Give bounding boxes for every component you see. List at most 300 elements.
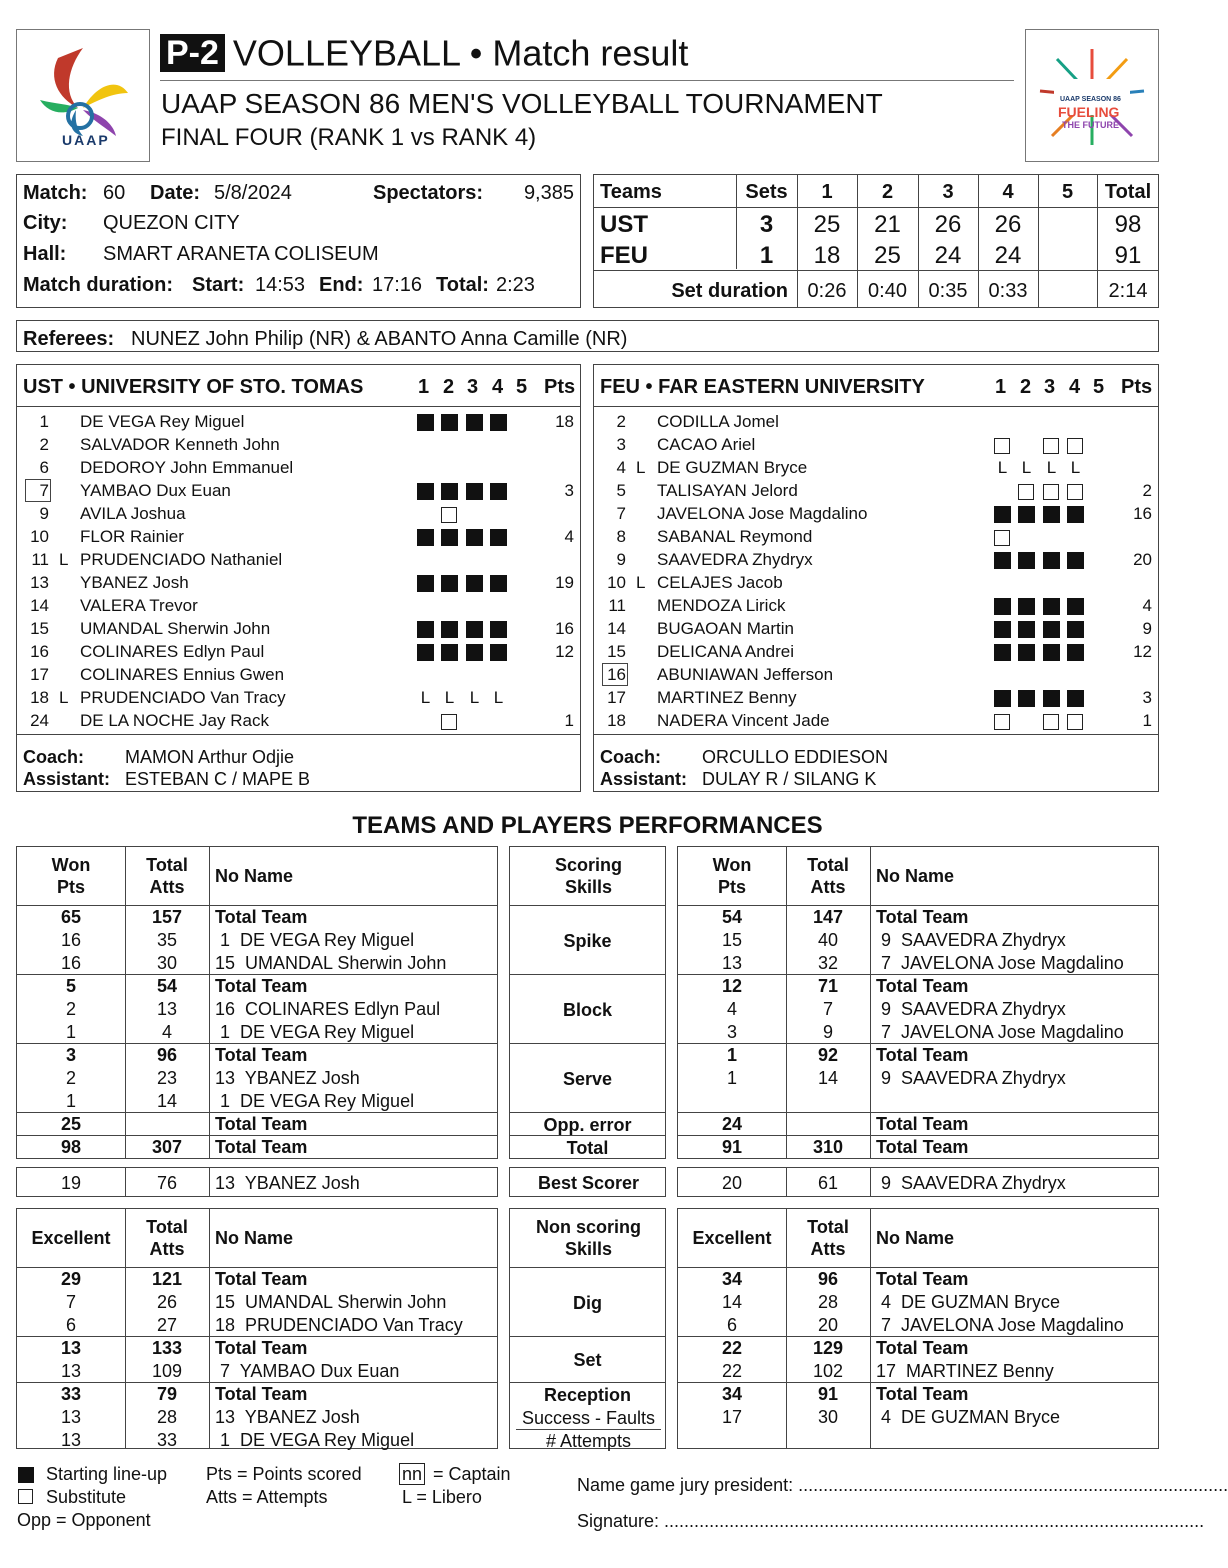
starting-lineup-marker: [490, 414, 507, 431]
match-number: 60: [103, 182, 126, 204]
stat-atts: 28: [817, 1292, 839, 1312]
team-total-row: [17, 1044, 497, 1067]
player-row: [594, 687, 1158, 710]
starting-lineup-marker: [1043, 690, 1060, 707]
player-number: 18: [607, 711, 626, 730]
player-points: 20: [1133, 550, 1152, 569]
player-name: COLINARES Ennius Gwen: [80, 665, 285, 684]
stat-won: 24: [721, 1114, 743, 1134]
player-row: [17, 503, 580, 526]
end-label: End:: [319, 274, 364, 296]
feu-best-pts: 20: [721, 1173, 743, 1193]
stat-won: 5: [65, 976, 76, 996]
feu-excellent-header: Excellent: [692, 1228, 772, 1248]
player-number: 5: [616, 481, 626, 500]
scoring-skill-label: Spike: [563, 930, 612, 951]
starting-lineup-marker: [1067, 552, 1084, 569]
player-row: [594, 480, 1158, 503]
libero-marker: L: [997, 458, 1008, 477]
feu-won-header: Won: [712, 855, 752, 875]
stat-atts: 129: [812, 1338, 844, 1358]
stat-won: 65: [60, 907, 82, 927]
player-number: 11: [31, 550, 49, 569]
player-number: 16: [607, 665, 626, 684]
stat-atts: 4: [161, 1022, 172, 1042]
scoring-skill-label: Opp. error: [543, 1114, 632, 1135]
starting-lineup-marker: [441, 644, 458, 661]
ust-team-name: UST • UNIVERSITY OF STO. TOMAS: [23, 376, 364, 398]
team-total-row: [678, 1337, 1158, 1360]
player-number: 8: [616, 527, 626, 546]
starting-lineup-marker: [466, 575, 483, 592]
stat-name: Total Team: [876, 1269, 969, 1289]
stat-won: 22: [721, 1361, 743, 1381]
player-stat-row: [678, 1021, 1158, 1044]
start-value: 14:53: [255, 274, 306, 296]
stat-atts: 32: [817, 953, 839, 973]
substitute-marker: [1067, 484, 1083, 500]
stat-name: 16 COLINARES Edlyn Paul: [215, 999, 441, 1019]
player-stat-row: [17, 1067, 497, 1090]
libero-marker: L: [1070, 458, 1081, 477]
player-stat-row: [678, 1291, 1158, 1314]
player-libero-flag: L: [636, 573, 646, 592]
stat-atts: 54: [156, 976, 178, 996]
player-number: 3: [616, 435, 626, 454]
score-ust-set1: 25: [813, 211, 841, 238]
signature-line: Signature: ............................................................................................................: [577, 1511, 1205, 1531]
player-points: 18: [555, 412, 574, 431]
player-name: AVILA Joshua: [80, 504, 186, 523]
stat-name: 1 DE VEGA Rey Miguel: [215, 1430, 415, 1450]
substitute-marker: [1043, 438, 1059, 454]
legend-starting: Starting line-up: [46, 1464, 168, 1484]
ust-nonscoring-table: [16, 1208, 498, 1449]
starting-lineup-marker: [1043, 644, 1060, 661]
stat-atts: 28: [156, 1407, 178, 1427]
feu-roster: [593, 364, 1159, 792]
player-stat-row: [17, 929, 497, 952]
stat-name: 9 SAAVEDRA Zhydryx: [876, 1068, 1066, 1088]
season-logo-line3: THE FUTURE: [1062, 120, 1119, 130]
player-name: PRUDENCIADO Nathaniel: [80, 550, 283, 569]
player-name: YBANEZ Josh: [80, 573, 189, 592]
stat-atts: 96: [156, 1045, 178, 1065]
team-total-row: [17, 1268, 497, 1291]
set-4-duration: 0:33: [988, 280, 1028, 302]
nonscoring-skill-label: Set: [573, 1350, 602, 1370]
ust-best-atts: 76: [156, 1173, 178, 1193]
stat-won: 16: [60, 953, 82, 973]
player-name: BUGAOAN Martin: [657, 619, 794, 638]
player-number: 2: [616, 412, 626, 431]
player-number: 15: [607, 642, 626, 661]
stat-won: 1: [726, 1068, 737, 1088]
starting-lineup-marker: [1067, 644, 1084, 661]
feu-col-4: 4: [1069, 376, 1081, 398]
ust-noname-header: No Name: [215, 866, 294, 886]
substitute-marker: [1018, 484, 1034, 500]
stat-name: Total Team: [876, 1114, 969, 1134]
stat-won: 13: [60, 1430, 82, 1450]
starting-lineup-marker: [490, 644, 507, 661]
stat-won: 6: [65, 1315, 76, 1335]
stat-name: 7 JAVELONA Jose Magdalino: [876, 953, 1124, 973]
stat-atts: 121: [151, 1269, 183, 1289]
player-points: 12: [555, 642, 574, 661]
legend-captain: = Captain: [433, 1464, 511, 1484]
total-label: Total:: [436, 274, 489, 296]
nonscoring-skills-header: Non scoring: [535, 1217, 641, 1237]
best-scorer-label-box: [509, 1167, 666, 1197]
p2-badge: P-2: [160, 34, 225, 72]
player-number: 9: [616, 550, 626, 569]
player-row: [594, 549, 1158, 572]
feu-col-1: 1: [995, 376, 1007, 398]
starting-lineup-marker: [490, 483, 507, 500]
feu-assistant: DULAY R / SILANG K: [702, 769, 877, 789]
team-total-row: [678, 1113, 1158, 1136]
player-row: [594, 457, 1158, 480]
stat-atts: 23: [156, 1068, 178, 1088]
end-value: 17:16: [372, 274, 423, 296]
score-ust-set2: 21: [874, 211, 901, 238]
title-text: VOLLEYBALL • Match result: [232, 32, 689, 74]
team-total-row: [17, 1337, 497, 1360]
score-sets-ust: 3: [759, 211, 774, 238]
player-stat-row: [17, 1021, 497, 1044]
stat-name: Total Team: [876, 1045, 969, 1065]
nonscoring-skills-subheader: Skills: [564, 1239, 613, 1259]
ust-pts-subheader: Pts: [56, 877, 85, 897]
libero-marker: L: [1046, 458, 1057, 477]
player-row: [17, 457, 580, 480]
player-row: [17, 618, 580, 641]
stat-won: 98: [60, 1137, 82, 1157]
ust-ns-total-header: Total: [146, 1217, 188, 1237]
player-number: 17: [30, 665, 49, 684]
stat-won: 34: [721, 1384, 743, 1404]
ust-col-2: 2: [443, 376, 455, 398]
stat-atts: 102: [812, 1361, 844, 1381]
referees-box: [16, 320, 1159, 352]
stat-atts: 30: [156, 953, 178, 973]
player-name: NADERA Vincent Jade: [657, 711, 830, 730]
page-title: [160, 33, 688, 72]
player-row: [17, 480, 580, 503]
stat-won: 13: [60, 1407, 82, 1427]
ust-assistant-label: Assistant:: [23, 769, 111, 789]
starting-lineup-marker: [1018, 506, 1035, 523]
ust-ns-atts-subheader: Atts: [149, 1239, 185, 1259]
nonscoring-skills-column: [509, 1208, 666, 1449]
team-total-row: [678, 906, 1158, 929]
stat-won: 1: [65, 1022, 76, 1042]
ust-pts-header: Pts: [544, 376, 576, 398]
player-name: FLOR Rainier: [80, 527, 184, 546]
starting-lineup-marker: [441, 529, 458, 546]
starting-lineup-marker: [1067, 598, 1084, 615]
player-row: [17, 641, 580, 664]
player-number: 4: [616, 458, 626, 477]
player-stat-row: [678, 1429, 1158, 1452]
stat-won: 16: [60, 930, 82, 950]
starting-lineup-marker: [441, 414, 458, 431]
stat-won: 2: [65, 999, 76, 1019]
stat-won: 4: [726, 999, 737, 1019]
player-row: [17, 664, 580, 687]
starting-lineup-marker: [490, 621, 507, 638]
starting-lineup-marker: [1018, 690, 1035, 707]
feu-atts-subheader: Atts: [810, 877, 846, 897]
feu-nonscoring-table: [677, 1208, 1159, 1449]
stat-atts: 147: [812, 907, 844, 927]
player-row: [17, 710, 580, 733]
score-ust-total: 98: [1114, 211, 1142, 238]
stat-name: 15 UMANDAL Sherwin John: [215, 1292, 447, 1312]
player-name: JAVELONA Jose Magdalino: [657, 504, 868, 523]
player-row: [594, 572, 1158, 595]
libero-marker: L: [420, 688, 431, 707]
starting-lineup-marker: [441, 575, 458, 592]
feu-ns-noname-header: No Name: [876, 1228, 955, 1248]
player-points: 19: [555, 573, 574, 592]
player-name: MARTINEZ Benny: [657, 688, 797, 707]
stat-name: 13 YBANEZ Josh: [215, 1407, 360, 1427]
stat-atts: 71: [817, 976, 839, 996]
player-number: 15: [30, 619, 49, 638]
round-name: FINAL FOUR (RANK 1 vs RANK 4): [161, 124, 537, 151]
player-name: ABUNIAWAN Jefferson: [657, 665, 834, 684]
stat-atts: 310: [812, 1137, 844, 1157]
starting-lineup-marker: [441, 483, 458, 500]
city-label: City:: [23, 212, 68, 234]
substitute-marker: [1043, 484, 1059, 500]
legend-opp: Opp = Opponent: [17, 1510, 151, 1530]
player-stat-row: [17, 1429, 497, 1452]
stat-name: Total Team: [215, 976, 308, 996]
stat-won: 2: [65, 1068, 76, 1088]
total-duration: 2:14: [1108, 280, 1148, 302]
ust-scoring-table: [16, 846, 498, 1159]
starting-lineup-marker: [466, 483, 483, 500]
ust-best-scorer: [16, 1167, 498, 1197]
player-name: YAMBAO Dux Euan: [80, 481, 231, 500]
player-points: 16: [555, 619, 574, 638]
player-stat-row: [17, 952, 497, 975]
stat-name: Total Team: [215, 1338, 308, 1358]
player-stat-row: [17, 1406, 497, 1429]
ust-col-4: 4: [492, 376, 504, 398]
hall-value: SMART ARANETA COLISEUM: [103, 243, 379, 265]
title-rule: [160, 80, 1014, 81]
substitute-marker: [994, 714, 1010, 730]
player-number: 7: [39, 481, 49, 500]
stat-atts: 14: [156, 1091, 178, 1111]
player-points: 16: [1133, 504, 1152, 523]
stat-atts: 157: [151, 907, 183, 927]
team-total-row: [17, 1136, 497, 1159]
stat-name: 9 SAAVEDRA Zhydryx: [876, 930, 1066, 950]
ust-atts-subheader: Atts: [149, 877, 185, 897]
stat-atts: 27: [156, 1315, 178, 1335]
player-row: [17, 434, 580, 457]
stat-atts: 7: [822, 999, 833, 1019]
starting-lineup-marker: [466, 644, 483, 661]
set-1-duration: 0:26: [807, 280, 847, 302]
ust-excellent-header: Excellent: [31, 1228, 111, 1248]
stat-name: 13 YBANEZ Josh: [215, 1068, 360, 1088]
starting-lineup-marker: [1043, 621, 1060, 638]
starting-lineup-marker: [417, 529, 434, 546]
stat-won: 1: [726, 1045, 737, 1065]
total-value: 2:23: [496, 274, 535, 296]
stat-won: 13: [60, 1338, 82, 1358]
nonscoring-skill-label: Reception: [543, 1385, 631, 1405]
stat-atts: 35: [156, 930, 178, 950]
starting-lineup-marker: [994, 552, 1011, 569]
legend-libero: L = Libero: [402, 1487, 482, 1507]
stat-won: 15: [721, 930, 743, 950]
stat-name: 9 SAAVEDRA Zhydryx: [876, 999, 1066, 1019]
stat-name: 1 DE VEGA Rey Miguel: [215, 1022, 415, 1042]
stat-atts: 91: [817, 1384, 839, 1404]
stat-won: 6: [726, 1315, 737, 1335]
scoring-skill-label: Block: [562, 999, 613, 1020]
starting-lineup-marker: [490, 575, 507, 592]
feu-best-atts: 61: [817, 1173, 839, 1193]
uaap-logo-text: UAAP: [62, 132, 110, 148]
stat-atts: 26: [156, 1292, 178, 1312]
substitute-marker: [994, 530, 1010, 546]
stat-won: 91: [721, 1137, 743, 1157]
player-name: CELAJES Jacob: [657, 573, 783, 592]
feu-pts-subheader: Pts: [717, 877, 746, 897]
player-row: [594, 595, 1158, 618]
match-label: Match:: [23, 182, 88, 204]
player-name: SALVADOR Kenneth John: [80, 435, 280, 454]
set-2-duration: 0:40: [868, 280, 907, 302]
player-row: [594, 618, 1158, 641]
stat-won: 3: [726, 1022, 737, 1042]
player-points: 9: [1142, 619, 1152, 638]
feu-col-5: 5: [1093, 376, 1105, 398]
substitute-legend-icon: [18, 1489, 33, 1504]
ust-best-pts: 19: [60, 1173, 82, 1193]
feu-assistant-label: Assistant:: [600, 769, 688, 789]
spectators-value: 9,385: [523, 182, 574, 204]
best-scorer-label: Best Scorer: [537, 1173, 640, 1193]
referees-names: NUNEZ John Philip (NR) & ABANTO Anna Camille (NR): [131, 328, 628, 350]
stat-name: 7 JAVELONA Jose Magdalino: [876, 1022, 1124, 1042]
starting-lineup-marker: [1067, 506, 1084, 523]
player-row: [17, 595, 580, 618]
spectators-label: Spectators:: [373, 182, 484, 204]
player-stat-row: [678, 929, 1158, 952]
reception-success-faults: Success - Faults: [516, 1409, 661, 1430]
feu-total-header: Total: [807, 855, 849, 875]
player-name: DE LA NOCHE Jay Rack: [80, 711, 269, 730]
stat-name: 17 MARTINEZ Benny: [876, 1361, 1054, 1381]
feu-ns-total-header: Total: [807, 1217, 849, 1237]
stat-won: 29: [60, 1269, 82, 1289]
team-total-row: [678, 1136, 1158, 1159]
team-total-row: [678, 975, 1158, 998]
player-libero-flag: L: [636, 458, 646, 477]
set-duration-label: Set duration: [671, 280, 788, 302]
player-number: 10: [30, 527, 49, 546]
team-total-row: [17, 1113, 497, 1136]
date-label: Date:: [150, 182, 201, 204]
player-points: 1: [1142, 711, 1152, 730]
starting-lineup-marker: [1043, 552, 1060, 569]
score-ust-set3: 26: [934, 211, 962, 238]
starting-lineup-marker: [1067, 690, 1084, 707]
set-4-header: 4: [1002, 181, 1014, 203]
performance-title: TEAMS AND PLAYERS PERFORMANCES: [352, 812, 823, 839]
set-1-header: 1: [821, 181, 833, 203]
stat-won: 14: [721, 1292, 743, 1312]
stat-won: 7: [65, 1292, 76, 1312]
player-number: 13: [30, 573, 49, 592]
substitute-marker: [1067, 714, 1083, 730]
stat-won: 13: [721, 953, 743, 973]
stat-atts: 96: [817, 1269, 839, 1289]
stat-name: Total Team: [215, 1114, 308, 1134]
stat-name: 15 UMANDAL Sherwin John: [215, 953, 447, 973]
score-sets-feu: 1: [759, 242, 774, 269]
score-ust-set4: 26: [994, 211, 1022, 238]
scoring-skill-label: Serve: [562, 1068, 613, 1089]
score-feu-set1: 18: [813, 242, 841, 269]
player-points: 4: [1142, 596, 1152, 615]
starting-lineup-legend-icon: [18, 1467, 34, 1483]
stat-name: Total Team: [215, 1045, 308, 1065]
team-total-row: [678, 1383, 1158, 1406]
stat-won: 3: [65, 1045, 76, 1065]
starting-lineup-marker: [1043, 506, 1060, 523]
ust-col-1: 1: [418, 376, 430, 398]
player-row: [17, 411, 580, 434]
starting-lineup-marker: [994, 506, 1011, 523]
player-name: UMANDAL Sherwin John: [80, 619, 271, 638]
feu-ns-atts-subheader: Atts: [810, 1239, 846, 1259]
player-name: DE VEGA Rey Miguel: [80, 412, 245, 431]
start-label: Start:: [192, 274, 245, 296]
player-name: DE GUZMAN Bryce: [657, 458, 808, 477]
player-row: [594, 411, 1158, 434]
player-row: [17, 526, 580, 549]
stat-won: 33: [60, 1384, 82, 1404]
stat-atts: 40: [817, 930, 839, 950]
set-3-header: 3: [942, 181, 954, 203]
ust-total-header: Total: [146, 855, 188, 875]
feu-noname-header: No Name: [876, 866, 955, 886]
scoring-skills-column: [509, 846, 666, 1159]
player-name: TALISAYAN Jelord: [657, 481, 798, 500]
player-number: 2: [39, 435, 49, 454]
player-number: 24: [30, 711, 49, 730]
substitute-marker: [441, 714, 457, 730]
jury-president-line: Name game jury president: ......................................................................................: [577, 1475, 1228, 1495]
player-number: 7: [616, 504, 626, 523]
starting-lineup-marker: [994, 621, 1011, 638]
player-name: COLINARES Edlyn Paul: [80, 642, 265, 661]
stat-name: 7 JAVELONA Jose Magdalino: [876, 1315, 1124, 1335]
player-name: PRUDENCIADO Van Tracy: [80, 688, 286, 707]
substitute-marker: [441, 507, 457, 523]
stat-name: 18 PRUDENCIADO Van Tracy: [215, 1315, 463, 1335]
